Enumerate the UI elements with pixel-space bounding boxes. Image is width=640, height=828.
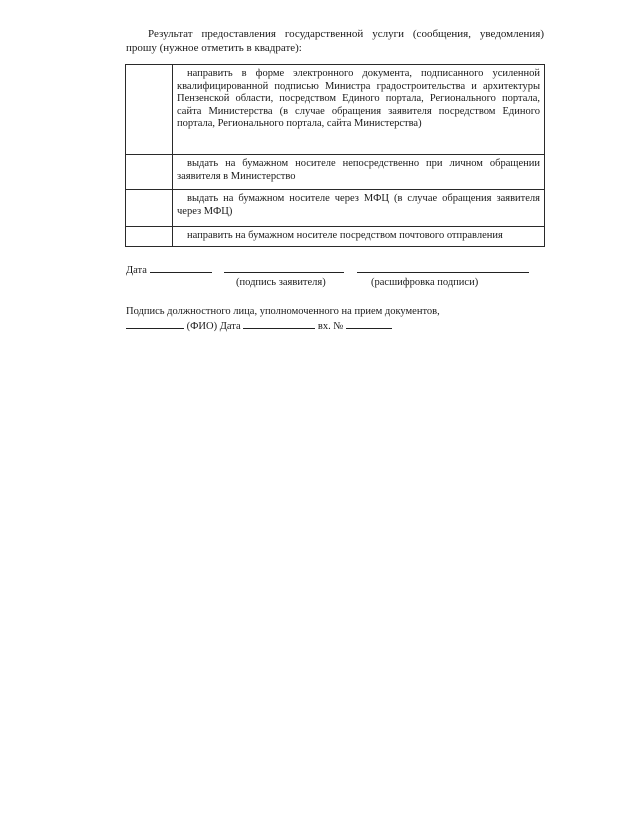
option-text-post: направить на бумажном носителе посредством почтового отправления (173, 227, 545, 247)
fio-date-label: (ФИО) Дата (186, 321, 241, 332)
option-text-electronic: направить в форме электронного документа, подписанного усиленной квалифицированной подписью Министра градостроительства и архитектуры Пензенской области, посредством Единого портала, Регионального портала, сайта Министерства (в случае обращения заявителя посредством Единого портала, Регионального портала, сайта Министерства) (173, 65, 545, 155)
date-label: Дата (126, 265, 147, 276)
signature-decoding-blank[interactable] (357, 262, 529, 273)
option-text-in-person: выдать на бумажном носителе непосредственно при личном обращении заявителя в Министерство (173, 155, 545, 190)
official-signature-blank[interactable] (126, 318, 184, 329)
incoming-number-label: вх. № (317, 321, 344, 332)
option-text-mfc: выдать на бумажном носителе через МФЦ (в случае обращения заявителя через МФЦ) (173, 190, 545, 227)
official-date-blank[interactable] (243, 318, 315, 329)
official-signature-text: Подпись должностного лица, уполномоченного на прием документов, (126, 306, 440, 317)
official-details-line (126, 318, 392, 333)
signature-decoding-caption: (расшифровка подписи) (371, 277, 479, 288)
option-checkbox-mfc[interactable] (126, 190, 173, 227)
incoming-number-blank[interactable] (346, 318, 392, 329)
delivery-option-row (126, 65, 545, 155)
delivery-option-row (126, 227, 545, 247)
option-checkbox-post[interactable] (126, 227, 173, 247)
option-checkbox-in-person[interactable] (126, 155, 173, 190)
applicant-signature-caption: (подпись заявителя) (236, 277, 326, 288)
date-blank[interactable] (150, 262, 212, 273)
delivery-option-row (126, 190, 545, 227)
delivery-option-row (126, 155, 545, 190)
delivery-options-table (125, 64, 545, 247)
applicant-signature-blank[interactable] (224, 262, 344, 273)
signature-line (126, 262, 529, 277)
result-delivery-intro: Результат предоставления государственной услуги (сообщения, уведомления) прошу (нужное отметить в квадрате): (126, 28, 544, 54)
option-checkbox-electronic[interactable] (126, 65, 173, 155)
